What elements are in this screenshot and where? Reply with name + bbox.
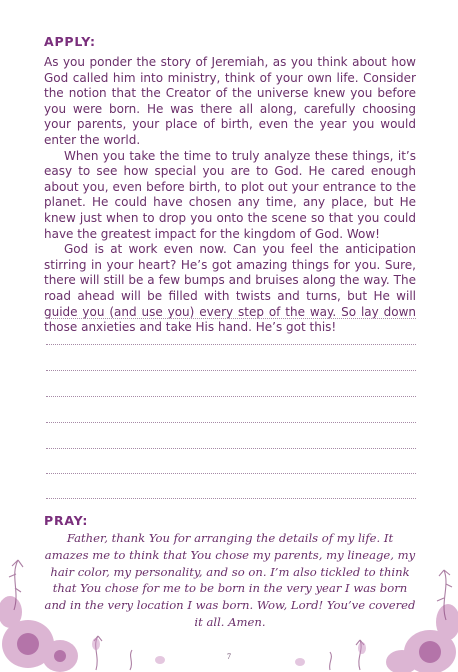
- apply-paragraph: As you ponder the story of Jeremiah, as you think about how God called him into ministry, think of your own life. Consider the notion that the Creator of the universe knew you before you were born. He was there all along, carefully choosing your parents, your place of birth, even the year you would enter the world.: [44, 55, 416, 147]
- page-number: 7: [227, 652, 231, 661]
- apply-paragraph: When you take the time to truly analyze these things, it’s easy to see how special you are to God. He cared enough about you, even before birth, to plot out your entrance to the planet. He could have chosen any time, any place, but He knew just when to drop you onto the scene so that you could have the greatest impact for the kingdom of God. Wow!: [44, 148, 416, 241]
- journal-line[interactable]: [46, 370, 416, 371]
- journal-line[interactable]: [46, 448, 416, 449]
- apply-body: [44, 55, 416, 336]
- prayer-text: Father, thank You for arranging the details of my life. It amazes me to think that You chose my parents, my lineage, my hair color, my personality, and so on. I’m also tickled to think that You chose for me to be born in the very year I was born and in the very location I was born. Wow, Lord! You’ve covered it all. Amen.: [44, 531, 416, 629]
- journal-line[interactable]: [46, 498, 416, 499]
- apply-heading: APPLY:: [44, 34, 96, 49]
- journal-line[interactable]: [46, 473, 416, 474]
- pray-heading: PRAY:: [44, 513, 89, 528]
- journal-line[interactable]: [46, 344, 416, 345]
- journal-line[interactable]: [46, 396, 416, 397]
- apply-paragraph: God is at work even now. Can you feel the anticipation stirring in your heart? He’s got amazing things for you. Sure, there will still be a few bumps and bruises along the way. The road ahead will be filled with twists and turns, but He will guide you (and use you) every step of the way. So lay down those anxieties and take His hand. He’s got this!: [44, 242, 416, 335]
- journal-line[interactable]: [46, 422, 416, 423]
